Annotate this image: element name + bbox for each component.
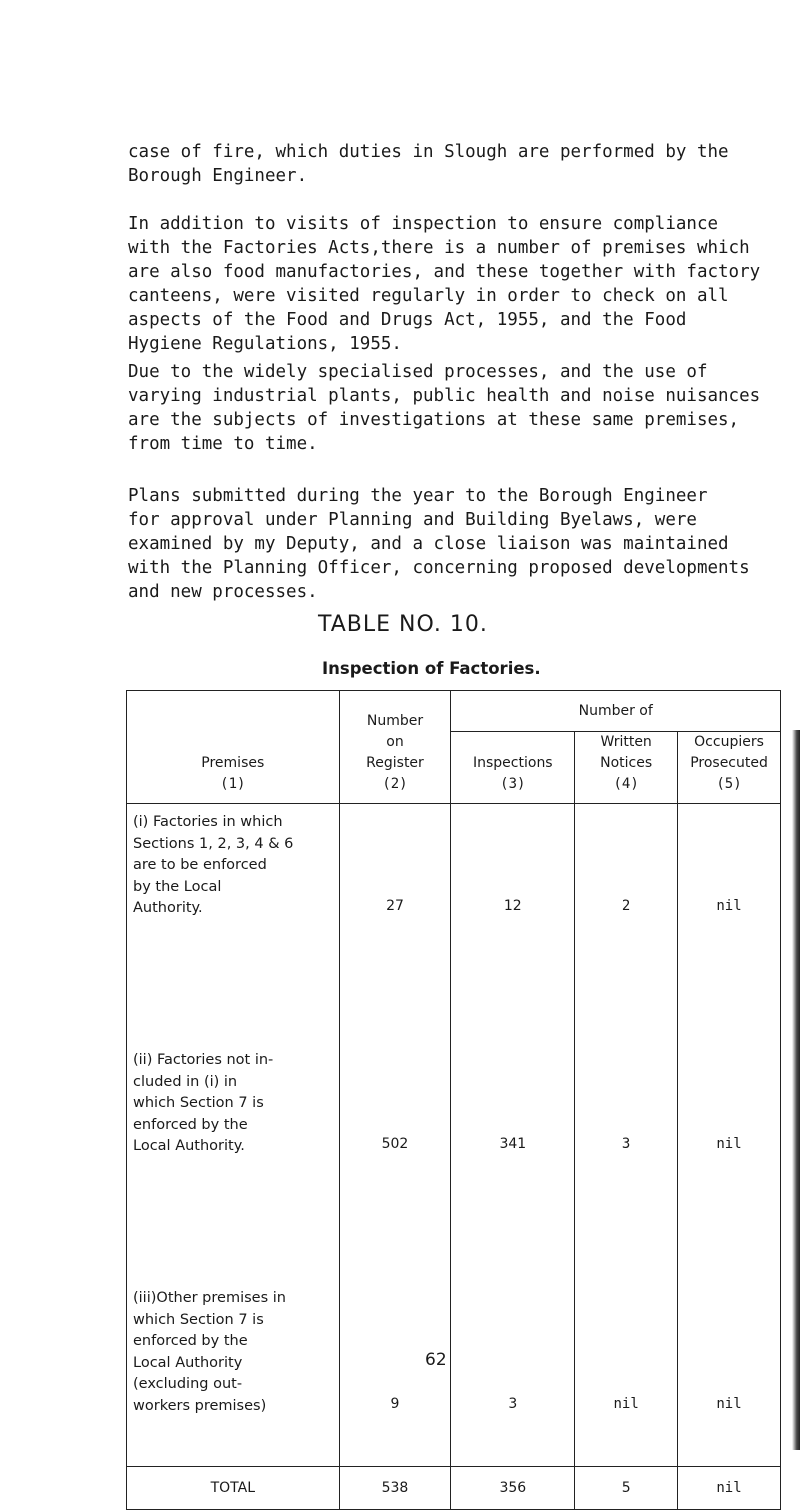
- register-value-3: 9: [390, 1396, 400, 1412]
- prosecuted-value-3: nil: [716, 1396, 742, 1412]
- total-notices: 5: [575, 1467, 678, 1510]
- inspections-value-1: 12: [503, 898, 522, 914]
- total-register: 538: [339, 1467, 451, 1510]
- paragraph-inspection-visits: In addition to visits of inspection to ensure compliance with the Factories Acts,there is a number of premises which are also food manufactories, and these together with factory canteens, were visited regularly in order to check on all aspects of the Food and Drugs Act, 1955, and the Food Hygiene Regulations, 1955.: [128, 214, 761, 354]
- header-notices: [575, 732, 678, 804]
- scan-edge-shadow: [792, 730, 800, 1450]
- premises-label-1: (i) Factories in which Sections 1, 2, 3, 4 & 6 are to be enforced by the Local Authority.: [133, 814, 294, 916]
- header-notices-number: (4): [613, 776, 639, 792]
- header-register-label: Number on Register: [366, 713, 424, 771]
- prosecuted-value-2: nil: [716, 1136, 742, 1152]
- total-label: TOTAL: [127, 1467, 340, 1510]
- notices-column: [575, 804, 678, 1467]
- inspections-value-2: 341: [499, 1136, 527, 1152]
- header-notices-label: Written Notices: [600, 734, 653, 771]
- table-body-row: [127, 804, 781, 1467]
- table-title: TABLE NO. 10.: [318, 612, 488, 637]
- paragraph-plans-submitted: Plans submitted during the year to the Borough Engineer for approval under Planning and Building Byelaws, were examined by my Deputy, and a close liaison was maintained with the Planning Officer, concerning proposed developments and new processes.: [128, 486, 750, 602]
- header-inspections-label: Inspections: [473, 755, 553, 771]
- header-register: [339, 691, 451, 804]
- register-value-2: 502: [381, 1136, 409, 1152]
- premises-row-1: [133, 812, 333, 1050]
- premises-row-2: [133, 1050, 333, 1288]
- premises-row-3: [133, 1288, 333, 1466]
- paragraph-fire-duties: case of fire, which duties in Slough are performed by the Borough Engineer.: [128, 142, 729, 186]
- inspections-value-3: 3: [508, 1396, 518, 1412]
- notices-value-1: 2: [621, 898, 631, 914]
- header-register-number: (2): [382, 776, 408, 792]
- header-inspections: [451, 732, 575, 804]
- header-inspections-number: (3): [500, 776, 526, 792]
- prosecuted-value-1: nil: [716, 898, 742, 914]
- total-inspections: 356: [451, 1467, 575, 1510]
- header-premises: [127, 691, 340, 804]
- page-number: 62: [425, 1350, 447, 1370]
- register-value-1: 27: [386, 898, 404, 914]
- table-subtitle: Inspection of Factories.: [322, 659, 541, 678]
- header-occupiers-number: (5): [716, 776, 742, 792]
- header-occupiers-label: Occupiers Prosecuted: [690, 734, 768, 771]
- notices-value-2: 3: [621, 1136, 631, 1152]
- premises-label-2: (ii) Factories not in- cluded in (i) in which Section 7 is enforced by the Local Authority.: [133, 1052, 274, 1154]
- prosecuted-column: [678, 804, 781, 1467]
- factories-table: [126, 690, 781, 1510]
- header-occupiers: [678, 732, 781, 804]
- header-number-of: Number of: [451, 691, 781, 732]
- paragraph-specialised-processes: Due to the widely specialised processes, and the use of varying industrial plants, public health and noise nuisances are the subjects of investigations at these same premises, from time to time.: [128, 362, 761, 454]
- header-premises-label: Premises: [201, 755, 265, 771]
- header-premises-number: (1): [220, 776, 246, 792]
- total-prosecuted: nil: [678, 1467, 781, 1510]
- total-row: [127, 1467, 781, 1510]
- inspections-column: [451, 804, 575, 1467]
- premises-label-3: (iii)Other premises in which Section 7 is enforced by the Local Authority (excluding out- workers premises): [133, 1290, 286, 1414]
- premises-column: [127, 804, 340, 1467]
- notices-value-3: nil: [613, 1396, 639, 1412]
